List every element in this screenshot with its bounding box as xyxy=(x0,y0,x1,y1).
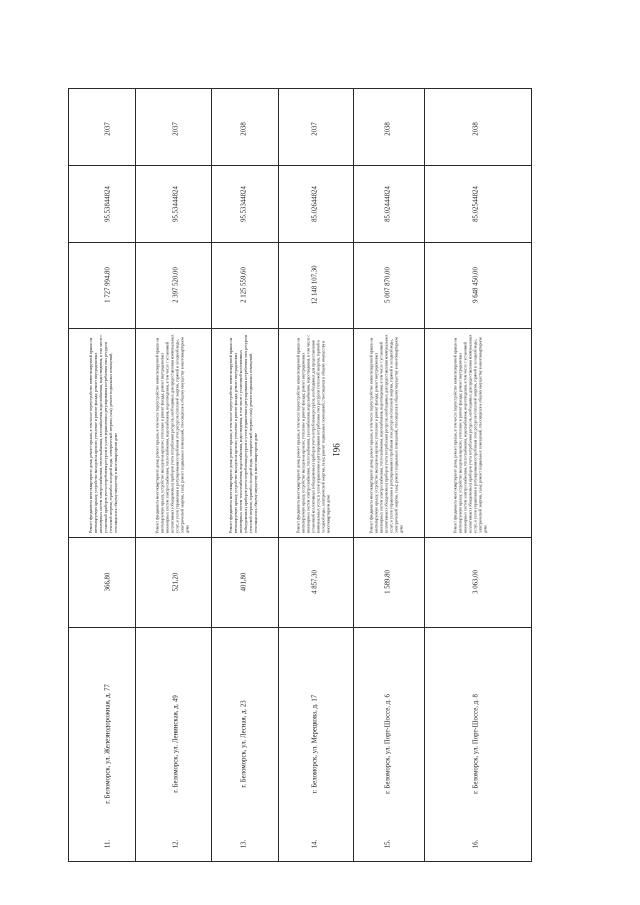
cell-area: 1 589,80 xyxy=(384,570,392,594)
cell-code: 95.53444824 xyxy=(172,186,180,222)
cell-year: 2038 xyxy=(384,122,392,136)
column-separator xyxy=(69,165,531,166)
cell-cost: 1 727 994,80 xyxy=(104,267,112,303)
cell-cost: 5 007 870,00 xyxy=(384,267,392,303)
cell-area: 521,20 xyxy=(172,572,180,592)
cell-number: 14. xyxy=(311,839,319,849)
cell-works: Ремонт фундамента многоквартирного дома; ремонт крыши, в том числе переустройство невентилируемой крыши на вентилируемую крышу, устройство выходов на кровлю; утепление и ремонт фасада; ремонт внутридомовых инженерных систем электроснабжения, теплоснабжения, газоснабжения, водоснабжения, водоотведения, в том числе с установкой приборов учета потребления ресурсов и узлов управления и регулирования потребления этих ресурсов (тепловой энергии, горячей и холодной воды, электрической энергии, газа); ремонт подвальных помещений, относящихся к общему имуществу в многоквартирном доме xyxy=(89,334,118,533)
row-separator xyxy=(278,89,279,861)
row-separator xyxy=(135,89,136,861)
cell-cost: 9 648 450,00 xyxy=(472,267,480,303)
cell-area: 4 857,30 xyxy=(311,570,319,594)
cell-number: 15. xyxy=(384,839,392,849)
cell-year: 2037 xyxy=(311,122,319,136)
cell-cost: 2 397 520,00 xyxy=(172,267,180,303)
cell-year: 2038 xyxy=(240,122,248,136)
cell-address: г. Беломорск, ул. Железнодорожная, д. 77 xyxy=(104,684,112,804)
cell-number: 13. xyxy=(240,839,248,849)
cell-code: 85.02644824 xyxy=(311,186,319,222)
cell-address: г. Беломорск, ул. Порт-Шоссе, д. 6 xyxy=(384,694,392,794)
cell-code: 85.02444824 xyxy=(384,186,392,222)
cell-address: г. Беломорск, ул. Ленинская, д. 49 xyxy=(172,695,180,793)
column-separator xyxy=(69,861,531,862)
row-separator xyxy=(353,89,354,861)
cell-cost: 12 148 107,30 xyxy=(311,265,319,305)
column-separator xyxy=(69,537,531,538)
cell-year: 2038 xyxy=(472,122,480,136)
cell-number: 12. xyxy=(172,839,180,849)
cell-code: 85.02544824 xyxy=(472,186,480,222)
row-separator xyxy=(424,89,425,861)
cell-works: Ремонт фундамента многоквартирного дома; ремонт крыши, в том числе переустройство невентилируемой крыши на вентилируемую крышу, устройство выходов на кровлю; утепление и ремонт фасада; ремонт внутридомовых инженерных систем электроснабжения, теплоснабжения, водоснабжения, водоотведения, в том числе с установкой коллективных (общедомовых) приборов учета потребления ресурсов, необходимых для предоставления коммунальных услуг, и узлов управления и регулирования потребления этих ресурсов (тепловой энергии, горячей и холодной воды, электрической энергии, газа); ремонт подвальных помещений, относящихся к общему имуществу в многоквартирном доме xyxy=(155,334,190,533)
cell-area: 401,80 xyxy=(240,572,248,592)
cell-address: г. Беломорск, ул. Порт-Шоссе, д. 8 xyxy=(472,694,480,794)
page-number: 961 xyxy=(331,443,341,457)
cell-works: Ремонт фундамента многоквартирного дома; ремонт крыши, в том числе переустройство невентилируемой крыши на вентилируемую крышу, устройство выходов на кровлю; утепление и ремонт фасада; ремонт внутридомовых инженерных систем теплоснабжения, водоснабжения, водоотведения, в том числе с установкой коллективных (общедомовых) приборов учета потребления ресурсов и узлов управления и регулирования потребления этих ресурсов (тепловой энергии, горячей и холодной воды, электрической энергии, газа); ремонт подвальных помещений, относящихся к общему имуществу в многоквартирном доме xyxy=(229,334,258,533)
cell-works: Ремонт фундамента многоквартирного дома; ремонт крыши, в том числе переустройство невентилируемой крыши на вентилируемую крышу, устройство выходов на кровлю; утепление и ремонт фасада; ремонт внутридомовых инженерных систем электроснабжения, теплоснабжения, газоснабжения, водоснабжения, водоотведения, в том числе с установкой коллективных (общедомовых) приборов учета потребления ресурсов, необходимых для предоставления коммунальных услуг, и узлов управления и регулирования потребления этих ресурсов (тепловой энергии, горячей и холодной воды, электрической энергии, газа); ремонт подвальных помещений, относящихся к общему имуществу в многоквартирном доме xyxy=(296,334,331,533)
column-separator xyxy=(69,242,531,243)
cell-number: 16. xyxy=(472,839,480,849)
capital-repair-table xyxy=(68,88,532,862)
cell-address: г. Беломорск, ул. Лесная, д. 23 xyxy=(240,700,248,788)
cell-code: 95.53844824 xyxy=(104,186,112,222)
cell-code: 95.53344824 xyxy=(240,186,248,222)
row-separator xyxy=(211,89,212,861)
column-separator xyxy=(69,328,531,329)
column-separator xyxy=(69,627,531,628)
cell-number: 11. xyxy=(104,839,112,849)
cell-year: 2037 xyxy=(172,122,180,136)
cell-year: 2037 xyxy=(104,122,112,136)
cell-works: Ремонт фундамента многоквартирного дома; ремонт крыши, в том числе переустройство невентилируемой крыши на вентилируемую крышу, устройство выходов на кровлю; утепление и ремонт фасада; ремонт внутридомовых инженерных систем электроснабжения, теплоснабжения, водоснабжения, водоотведения, в том числе с установкой коллективных (общедомовых) приборов учета потребления ресурсов, необходимых для предоставления коммунальных услуг, и узлов управления и регулирования потребления этих ресурсов (тепловой энергии, горячей и холодной воды, электрической энергии, газа); ремонт подвальных помещений, относящихся к общему имуществу в многоквартирном доме xyxy=(453,334,488,533)
cell-area: 3 063,00 xyxy=(472,570,480,594)
cell-works: Ремонт фундамента многоквартирного дома; ремонт крыши, в том числе переустройство невентилируемой крыши на вентилируемую крышу, устройство выходов на кровлю; утепление и ремонт фасада; ремонт внутридомовых инженерных систем электроснабжения, теплоснабжения, водоснабжения, водоотведения, в том числе с установкой коллективных (общедомовых) приборов учета потребления ресурсов, необходимых для предоставления коммунальных услуг, и узлов управления и регулирования потребления этих ресурсов (тепловой энергии, горячей и холодной воды, электрической энергии, газа); ремонт подвальных помещений, относящихся к общему имуществу в многоквартирном доме xyxy=(369,334,404,533)
cell-cost: 2 125 559,60 xyxy=(240,267,248,303)
cell-area: 366,80 xyxy=(104,572,112,592)
cell-address: г. Беломорск, ул. Мерецкова, д. 17 xyxy=(311,694,319,794)
